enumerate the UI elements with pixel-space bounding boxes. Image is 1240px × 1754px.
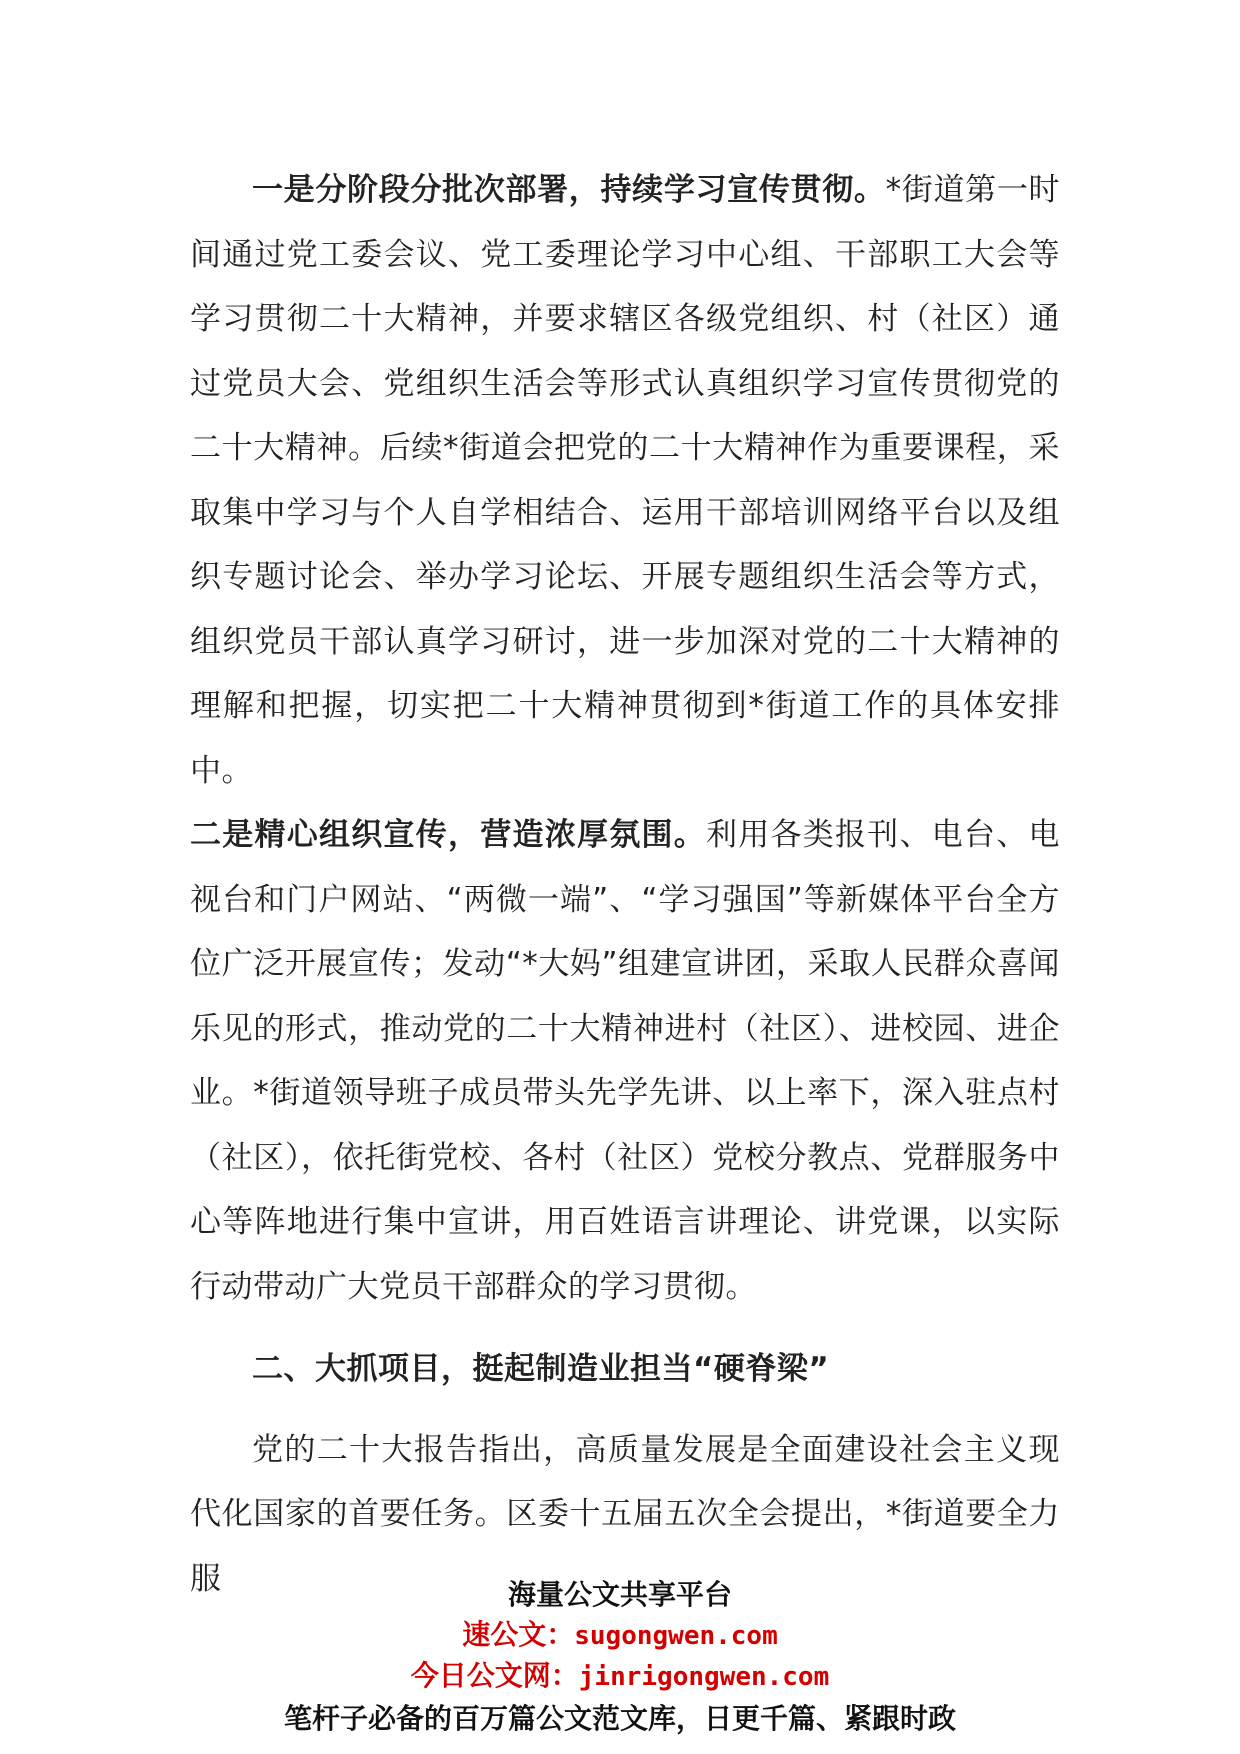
paragraph-study-deployment — [190, 158, 1060, 803]
footer-site-sugongwen — [0, 1615, 1240, 1656]
footer-site-label: 速公文： — [462, 1618, 575, 1651]
paragraph-text: 利用各类报刊、电台、电视台和门户网站、“两微一端”、“学习强国”等新媒体平台全方位广泛开展宣传；发动“*大妈”组建宣讲团，采取人民群众喜闻乐见的形式，推动党的二十大精神进村（社区）、进校园、进企业。*街道领导班子成员带头先学先讲、以上率下，深入驻点村（社区），依托街党校、各村（社区）党校分教点、党群服务中心等阵地进行集中宣讲，用百姓语言讲理论、讲党课，以实际行动带动广大党员干部群众的学习贯彻。 — [190, 817, 1060, 1305]
footer-slogan: 笔杆子必备的百万篇公文范文库，日更千篇、紧跟时政 — [283, 1702, 956, 1735]
footer-title: 海量公文共享平台 — [507, 1578, 732, 1611]
promo-footer — [0, 1575, 1240, 1739]
paragraph-publicity — [190, 803, 1060, 1319]
footer-site-domain[interactable]: sugongwen.com — [574, 1621, 778, 1651]
footer-site-domain[interactable]: jinrigongwen.com — [578, 1662, 830, 1692]
document-body — [190, 158, 1060, 1611]
paragraph-lead: 一是分阶段分批次部署，持续学习宣传贯彻。 — [252, 172, 886, 208]
footer-site-label: 今日公文网： — [410, 1659, 579, 1692]
paragraph-text: *街道第一时间通过党工委会议、党工委理论学习中心组、干部职工大会等学习贯彻二十大精神，并要求辖区各级党组织、村（社区）通过党员大会、党组织生活会等形式认真组织学习宣传贯彻党的二十大精神。后续*街道会把党的二十大精神作为重要课程，采取集中学习与个人自学相结合、运用干部培训网络平台以及组织专题讨论会、举办学习论坛、开展专题组织生活会等方式，组织党员干部认真学习研讨，进一步加深对党的二十大精神的理解和把握，切实把二十大精神贯彻到*街道工作的具体安排中。 — [190, 172, 1061, 789]
paragraph-high-quality-development: 党的二十大报告指出，高质量发展是全面建设社会主义现代化国家的首要任务。区委十五届五次全会提出，*街道要全力服 — [190, 1431, 1060, 1597]
section-heading: 二、大抓项目，挺起制造业担当“硬脊梁” — [252, 1351, 830, 1387]
footer-site-jinrigongwen — [0, 1656, 1240, 1697]
paragraph-lead: 二是精心组织宣传，营造浓厚氛围。 — [190, 817, 706, 853]
